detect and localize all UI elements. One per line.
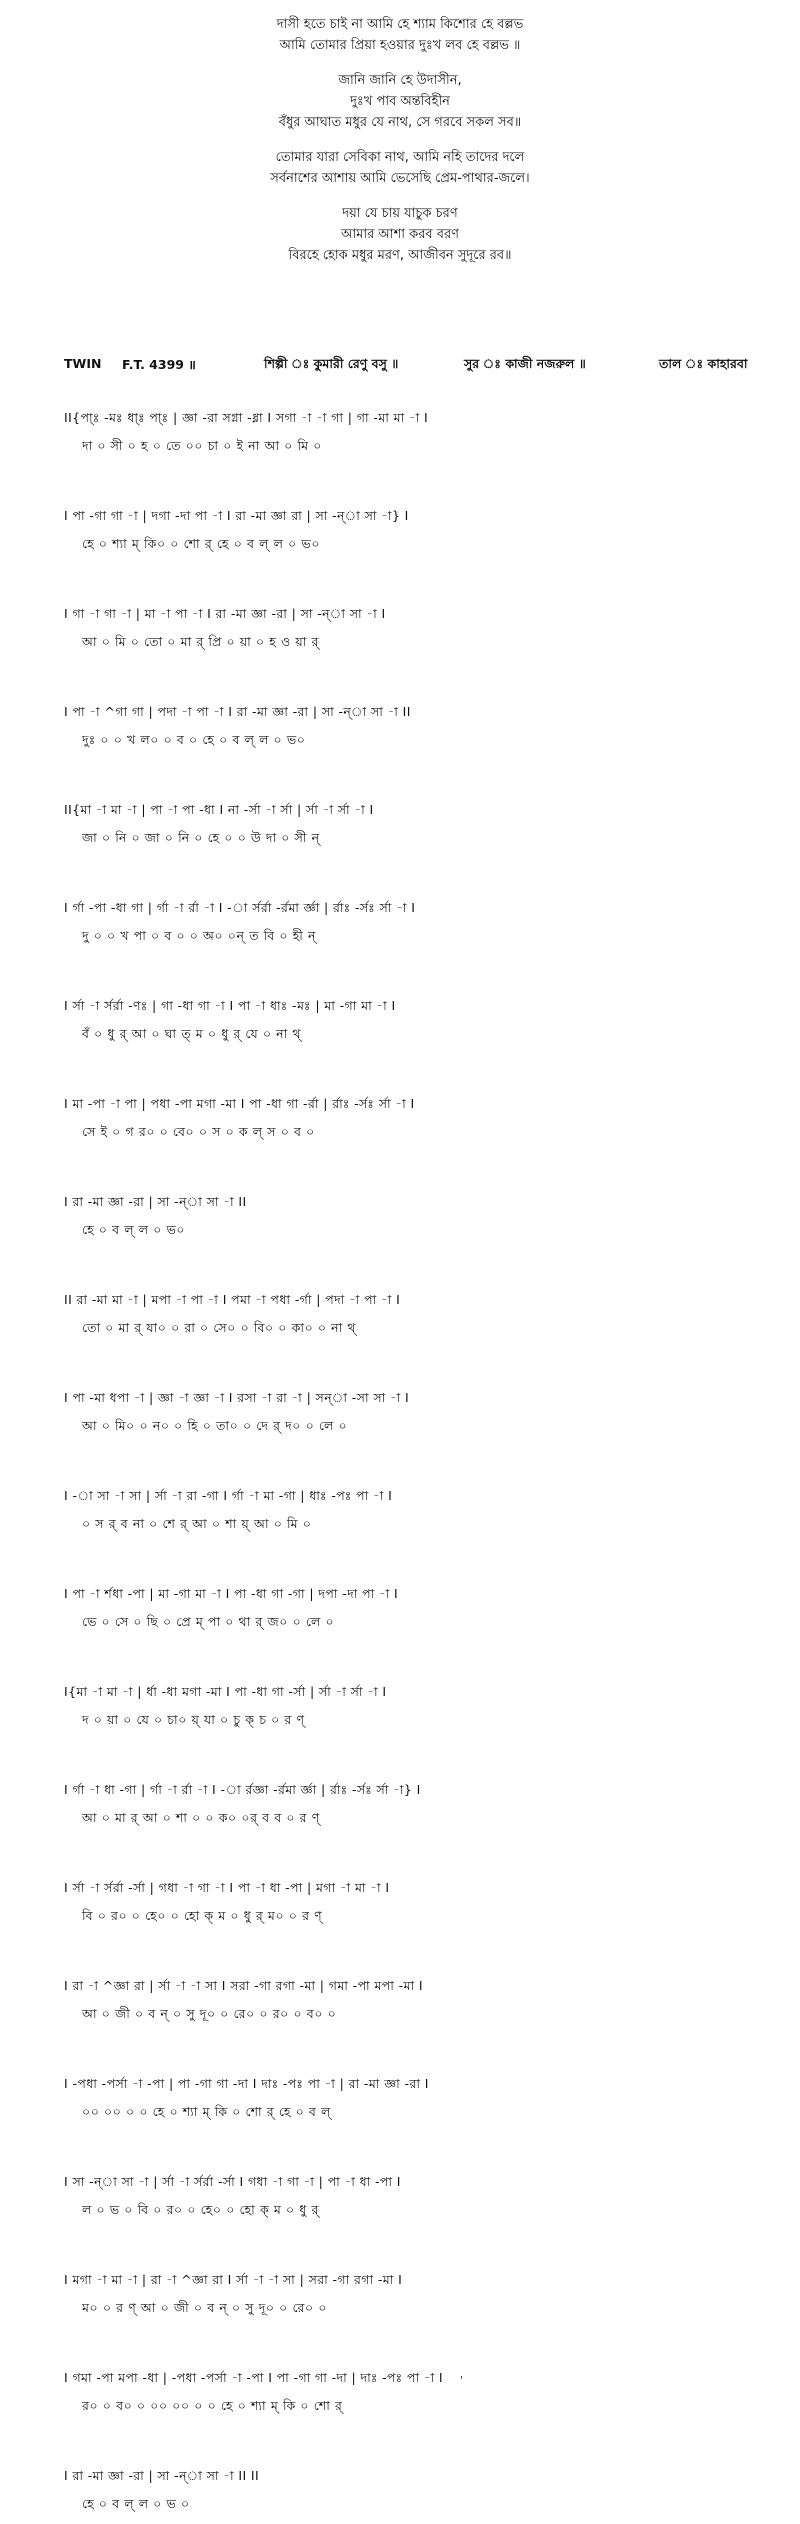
notation-block [64, 1880, 754, 1936]
lyric-line: আমার আশা করব বরণ [340, 227, 460, 242]
notation-block [64, 410, 754, 466]
lyric-line: বিরহে হোক মধুর মরণ, আজীবন সুদূরে রব॥ [288, 248, 512, 263]
notation-block [64, 802, 754, 858]
lyric-syllable-row: দু ০ ০ খ পা ০ ব ০ ০ অ০ ০ন্ ত বি ০ হী ন্ [82, 928, 317, 943]
swara-row: I র্সা -া র্সর্রা -র্সা | গধা -া গা -া I পা -া ধা -পা | মগা -া মা -া I [64, 1880, 390, 1895]
notation-block [64, 1096, 754, 1152]
lyric-syllable-row: আ ০ জী ০ ব ন্ ০ সু দূ০ ০ রে০ ০ র০ ০ ব০ ০ [82, 2006, 337, 2021]
lyric-line: আমি তোমার প্রিয়া হওয়ার দুঃখ লব হে বল্লভ ॥ [279, 38, 521, 53]
notation-block [64, 1684, 754, 1740]
lyrics-stanza-3 [0, 147, 800, 189]
lyrics-stanza-1 [0, 14, 800, 56]
taal-credit: তাল ঃ কাহারবা [659, 356, 748, 371]
lyric-syllable-row: র০ ০ ব০ ০ ০০ ০০ ০ ০ হে ০ শ্যা ম্ কি ০ শো র্ [82, 2398, 343, 2413]
notation-block [64, 1978, 754, 2034]
lyric-line: সর্বনাশের আশায় আমি ভেসেছি প্রেম-পাথার-জলে। [270, 171, 530, 186]
lyric-syllable-row: আ ০ মি ০ তো ০ মা র্ প্রি ০ য়া ০ হ ও য়া র্ [82, 634, 319, 649]
lyric-line: তোমার যারা সেবিকা নাথ, আমি নহি তাদের দলে [275, 150, 525, 165]
notation-block [64, 1488, 754, 1544]
lyric-syllable-row: তো ০ মা র্ যা০ ০ রা ০ সে০ ০ বি০ ০ কা০ ০ না থ্ [82, 1320, 357, 1335]
lyric-syllable-row: দা ০ সী ০ হ ০ তে ০০ চা ০ ই না আ ০ মি ০ [82, 438, 322, 453]
notation-block [64, 2272, 754, 2328]
notation-block [64, 900, 754, 956]
swara-row: I র্সা -া র্সর্রা -ণঃ | গা -ধা গা -া I পা -া ধাঃ -মঃ | মা -গা মা -া I [64, 998, 396, 1013]
lyric-syllable-row: ভে ০ সে ০ ছি ০ প্রে ম্ পা ০ থা র্ জ০ ০ লে ০ [82, 1614, 335, 1629]
lyric-syllable-row: আ ০ মি০ ০ ন০ ০ হি ০ তা০ ০ দে র্ দ০ ০ লে ০ [82, 1418, 348, 1433]
swara-row: I পা -া ^গা গা | পদা -া পা -া I রা -মা জ্ঞা -রা | সা -ন্া সা -া II [64, 704, 411, 719]
lyric-syllable-row: ল ০ ভ ০ বি ০ র০ ০ হে০ ০ হো ক্ ম ০ ধু র্ [82, 2202, 319, 2217]
swara-row: I রা -মা জ্ঞা -রা | সা -ন্া সা -া II II [64, 2468, 260, 2483]
notation-block [64, 2468, 754, 2524]
swara-row: I রা -মা জ্ঞা -রা | সা -ন্া সা -া II [64, 1194, 247, 1209]
swara-row: I গা -া গা -া | মা -া পা -া I রা -মা জ্ঞা -রা | সা -ন্া সা -া I [64, 606, 386, 621]
lyric-line: দাসী হতে চাই না আমি হে শ্যাম কিশোর হে বল্লভ [276, 17, 524, 32]
swara-row: I পা -গা গা -া | দগা -দা পা -া I রা -মা জ্ঞা রা | সা -ন্া সা -া} I [64, 508, 409, 523]
lyric-syllable-row: হে ০ ব ল্ ল ০ ভ০ [82, 1222, 186, 1237]
notation-block [64, 1194, 754, 1250]
notation-block [64, 1586, 754, 1642]
swara-row: I পা -া র্শধা -পা | মা -গা মা -া I পা -ধা গা -গা | দপা -দা পা -া I [64, 1586, 399, 1601]
swara-row: I র্গা -পা -ধা গা | র্গা -া র্রা -া I -া র্সর্রা -র্রমা র্জ্ঞা | র্রাঃ -র্সঃ র্সা -া I [64, 900, 416, 915]
swara-row: I র্গা -া ধা -গা | র্গা -া র্রা -া I -া র্রজ্ঞা -র্রমা র্জ্ঞা | র্রাঃ -র্সঃ র্সা -া} I [64, 1782, 421, 1797]
swara-row: I সা -ন্া সা -া | র্সা -া র্সর্রা -র্সা I গধা -া গা -া | পা -া ধা -পা I [64, 2174, 401, 2189]
swara-row: I -পধা -পর্সা -া -পা | পা -গা গা -দা I দাঃ -পঃ পা -া | রা -মা জ্ঞা -রা I [64, 2076, 429, 2091]
lyric-syllable-row: সে ই ০ গ র০ ০ বে০ ০ স ০ ক ল্ স ০ ব ০ [82, 1124, 315, 1139]
swara-row: I মা -পা -া পা | পধা -পা মগা -মা I পা -ধা গা -র্রা | র্রাঃ -র্সঃ র্সা -া I [64, 1096, 415, 1111]
lyric-syllable-row: আ ০ মা র্ আ ০ শা ০ ০ ক০ ০র্ ব ব ০ র ণ্ [82, 1810, 320, 1825]
lyric-syllable-row: জা ০ নি ০ জা ০ নি ০ হে ০ ০ উ দা ০ সী ন্ [82, 830, 320, 845]
swara-row: I পা -মা ধপা -া | জ্ঞা -া জ্ঞা -া I রসা -া রা -া | সন্া -সা সা -া I [64, 1390, 410, 1405]
lyric-syllable-row: বঁ ০ ধু র্ আ ০ ঘা ত্ ম ০ ধু র্ যে ০ না থ্ [82, 1026, 302, 1041]
lyric-line: বঁধুর আঘাত মধুর যে নাথ, সে গরবে সকল সব॥ [278, 115, 522, 130]
notation-block [64, 1782, 754, 1838]
record-number: F.T. 4399 ॥ [122, 357, 196, 372]
swara-row: I গমা -পা মপা -ধা | -পধা -পর্সা -া -পা I পা -গা গা -দা | দাঃ -পঃ পা -া I [64, 2370, 444, 2385]
lyrics-stanza-2 [0, 70, 800, 133]
lyric-syllable-row: ০০ ০০ ০ ০ হে ০ শ্যা ম্ কি ০ শো র্ হে ০ ব ল্ [82, 2104, 331, 2119]
swara-row: I মগা -া মা -া | রা -া ^জ্ঞা রা I র্সা -া -া সা | সরা -গা রগা -মা I [64, 2272, 403, 2287]
lyrics [0, 14, 800, 280]
notation-block [64, 2370, 754, 2426]
swara-row: I রা -া ^জ্ঞা রা | র্সা -া -া সা I সরা -গা রগা -মা | গমা -পা মপা -মা I [64, 1978, 424, 1993]
record-label: TWIN [64, 356, 102, 371]
swara-row: II{মা -া মা -া | পা -া পা -ধা I না -র্সা -া র্সা | র্সা -া র্সা -া I [64, 802, 374, 817]
notation-block [64, 704, 754, 760]
lyrics-stanza-4 [0, 203, 800, 266]
lyric-syllable-row: দুঃ ০ ০ খ ল০ ০ ব ০ হে ০ ব ল্ ল ০ ভ০ [82, 732, 306, 747]
swara-row: II{পা্ঃ -মঃ ধা্ঃ পা্ঃ | জ্ঞা -রা সগ্না -ধ্না I সগা -া -া গা | গা -মা মা -া I [64, 410, 429, 425]
lyric-syllable-row: দ ০ য়া ০ যে ০ চা০ য়্ যা ০ চু ক্ চ ০ র ণ্ [82, 1712, 305, 1727]
lyric-syllable-row: বি ০ র০ ০ হে০ ০ হো ক্ ম ০ ধু র্ ম০ ০ র ণ্ [82, 1908, 323, 1923]
composer-credit: সুর ঃ কাজী নজরুল ॥ [464, 356, 586, 371]
lyric-line: দয়া যে চায় যাচুক চরণ [342, 206, 458, 221]
notation-block [64, 998, 754, 1054]
lyric-syllable-row: হে ০ শ্যা ম্ কি০ ০ শো র্ হে ০ ব ল্ ল ০ ভ০ [82, 536, 321, 551]
lyric-syllable-row: ম০ ০ র ণ্ আ ০ জী ০ ব ন্ ০ সু দূ০ ০ রে০ ০ [82, 2300, 328, 2315]
singer-credit: শিল্পী ঃ কুমারী রেণু বসু ॥ [264, 356, 399, 371]
stray-mark: ' [460, 2375, 463, 2386]
notation-block [64, 1292, 754, 1348]
notation-block [64, 1390, 754, 1446]
swara-row: II রা -মা মা -া | মপা -া পা -া I পমা -া পধা -র্গা | পদা -া পা -া I [64, 1292, 401, 1307]
notation-block [64, 2076, 754, 2132]
swara-row: I{মা -া মা -া | র্ধা -ধা মগা -মা I পা -ধা গা -র্সা | র্সা -া র্সা -া I [64, 1684, 387, 1699]
lyric-syllable-row: হে ০ ব ল্ ল ০ ভ ০ [82, 2496, 190, 2511]
lyric-line: দুঃখ পাব অন্তবিহীন [350, 94, 450, 109]
notation-block [64, 606, 754, 662]
notation-block [64, 2174, 754, 2230]
lyric-syllable-row: ০ স র্ ব না ০ শে র্ আ ০ শা য়্ আ ০ মি ০ [82, 1516, 312, 1531]
song-header [64, 356, 754, 378]
lyric-line: জানি জানি হে উদাসীন, [338, 73, 462, 88]
notation-block [64, 508, 754, 564]
swara-row: I -া সা -া সা | র্সা -া রা -গা I র্গা -া মা -গা | ধাঃ -পঃ পা -া I [64, 1488, 393, 1503]
